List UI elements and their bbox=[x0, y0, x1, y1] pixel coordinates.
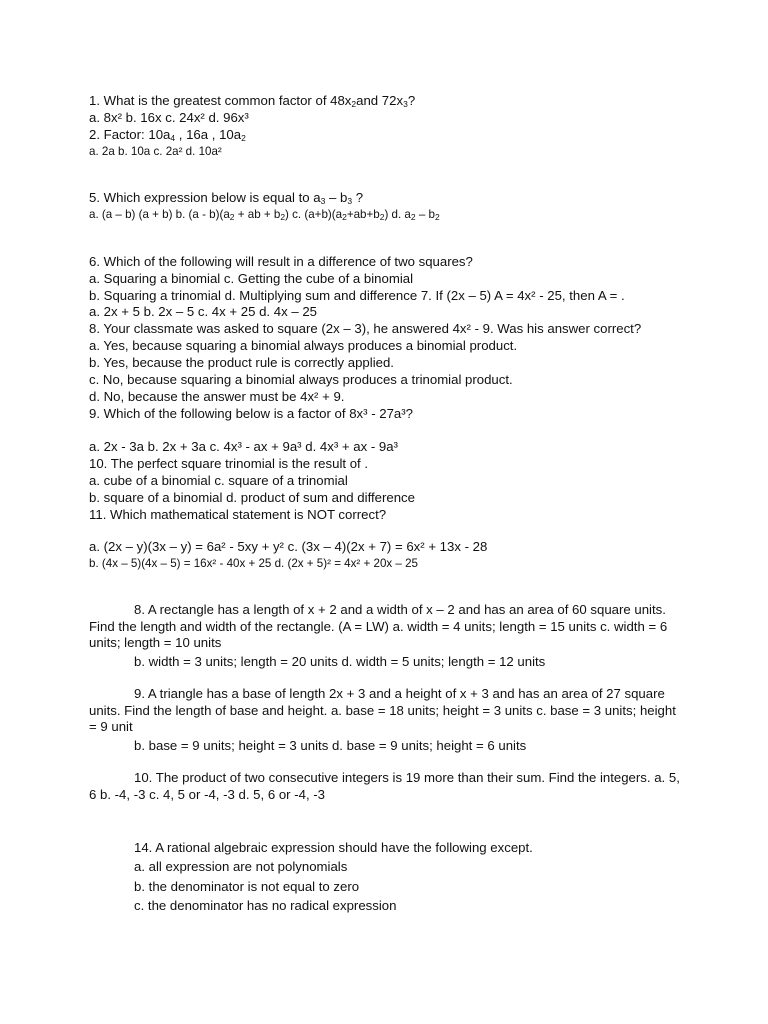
question-14-choice-a: a. all expression are not polynomials bbox=[134, 859, 348, 874]
problem-10: 10. The product of two consecutive integers is 19 more than their sum. Find the integers. a. 5, 6 b. -4, -3 c. 4, 5 or -4, -3 d. 5, 6 or -4, -3 bbox=[89, 770, 680, 802]
question-5-choices bbox=[89, 206, 440, 223]
problem-8: 8. A rectangle has a length of x + 2 and a width of x – 2 and has an area of 60 square units. Find the length and width of the rectangle. (A = LW) a. width = 4 units; length = 15 units c. width = 6 units; length = 10 units bbox=[89, 602, 668, 650]
problem-9: 9. A triangle has a base of length 2x + 3 and a height of x + 3 and has an area of 27 square units. Find the length of base and height. a. base = 18 units; height = 3 units c. base = 3 units; height = 9 unit bbox=[89, 686, 676, 734]
question-1-text: and 72x bbox=[356, 93, 404, 108]
question-5 bbox=[89, 189, 363, 206]
question-11-choice-a: a. (2x – y)(3x – y) = 6a² - 5xy + y² c. (3x – 4)(2x + 7) = 6x² + 13x - 28 bbox=[89, 539, 488, 554]
exponent: 2 bbox=[351, 99, 357, 109]
question-2-text: 2. Factor: 10a bbox=[89, 127, 171, 142]
exponent: 2 bbox=[241, 133, 246, 143]
question-1 bbox=[89, 92, 415, 109]
question-1-choices: a. 8x² b. 16x c. 24x² d. 96x³ bbox=[89, 110, 249, 125]
question-6-choice-b: b. Squaring a trinomial d. Multiplying sum and difference 7. If (2x – 5) A = 4x² - 25, then A = . bbox=[89, 288, 625, 303]
question-8-choice-d: d. No, because the answer must be 4x² + 9. bbox=[89, 389, 345, 404]
exponent: 2 bbox=[342, 212, 347, 222]
choice-text: – b bbox=[415, 208, 435, 221]
question-14: 14. A rational algebraic expression should have the following except. bbox=[134, 840, 533, 855]
exponent: 4 bbox=[170, 133, 176, 143]
exponent: 2 bbox=[379, 212, 385, 222]
exponent: 2 bbox=[229, 212, 235, 222]
question-6-choice-a: a. Squaring a binomial c. Getting the cube of a binomial bbox=[89, 271, 414, 286]
question-1-text: 1. What is the greatest common factor of 48x bbox=[89, 93, 352, 108]
question-8-choice-a: a. Yes, because squaring a binomial always produces a binomial product. bbox=[89, 338, 518, 353]
choice-text: ) c. (a+b)(a bbox=[285, 208, 343, 221]
question-5-text: 5. Which expression below is equal to a bbox=[89, 190, 321, 205]
question-2-text: , 16a , 10a bbox=[175, 127, 242, 142]
exponent: 3 bbox=[403, 99, 408, 109]
question-9-choices: a. 2x - 3a b. 2x + 3a c. 4x³ - ax + 9a³ d. 4x³ + ax - 9a³ bbox=[89, 439, 398, 454]
question-10-choice-a: a. cube of a binomial c. square of a trinomial bbox=[89, 473, 348, 488]
question-9: 9. Which of the following below is a factor of 8x³ - 27a³? bbox=[89, 406, 413, 421]
question-1-text: ? bbox=[407, 93, 416, 108]
question-8: 8. Your classmate was asked to square (2x – 3), he answered 4x² - 9. Was his answer correct? bbox=[89, 321, 642, 336]
question-6: 6. Which of the following will result in a difference of two squares? bbox=[89, 254, 473, 269]
question-10: 10. The perfect square trinomial is the result of . bbox=[89, 456, 369, 471]
question-5-text: – b bbox=[325, 190, 348, 205]
choice-text: a. (a – b) (a + b) b. (a - b)(a bbox=[89, 208, 230, 221]
exponent: 2 bbox=[280, 212, 286, 222]
question-8-choice-c: c. No, because squaring a binomial always produces a trinomial product. bbox=[89, 372, 513, 387]
exponent: 2 bbox=[434, 212, 440, 222]
choice-text: + ab + b bbox=[234, 208, 281, 221]
exponent: 3 bbox=[320, 196, 326, 206]
question-8-choice-b: b. Yes, because the product rule is correctly applied. bbox=[89, 355, 394, 370]
question-10-choice-b: b. square of a binomial d. product of sum and difference bbox=[89, 490, 415, 505]
question-2 bbox=[89, 126, 246, 143]
choice-text: ) d. a bbox=[384, 208, 411, 221]
question-11-choice-b: b. (4x – 5)(4x – 5) = 16x² - 40x + 25 d. (2x + 5)² = 4x² + 20x – 25 bbox=[89, 557, 418, 570]
question-5-text: ? bbox=[352, 190, 364, 205]
question-14-choice-c: c. the denominator has no radical expression bbox=[134, 898, 397, 913]
problem-9-choice-b: b. base = 9 units; height = 3 units d. base = 9 units; height = 6 units bbox=[134, 738, 527, 753]
question-14-choice-b: b. the denominator is not equal to zero bbox=[134, 879, 360, 894]
problem-8-choice-b: b. width = 3 units; length = 20 units d. width = 5 units; length = 12 units bbox=[134, 654, 546, 669]
question-7-choices: a. 2x + 5 b. 2x – 5 c. 4x + 25 d. 4x – 25 bbox=[89, 304, 317, 319]
exponent: 3 bbox=[347, 196, 353, 206]
question-11: 11. Which mathematical statement is NOT correct? bbox=[89, 507, 387, 522]
exponent: 2 bbox=[410, 212, 416, 222]
choice-text: +ab+b bbox=[346, 208, 380, 221]
question-2-choices: a. 2a b. 10a c. 2a² d. 10a² bbox=[89, 145, 222, 158]
